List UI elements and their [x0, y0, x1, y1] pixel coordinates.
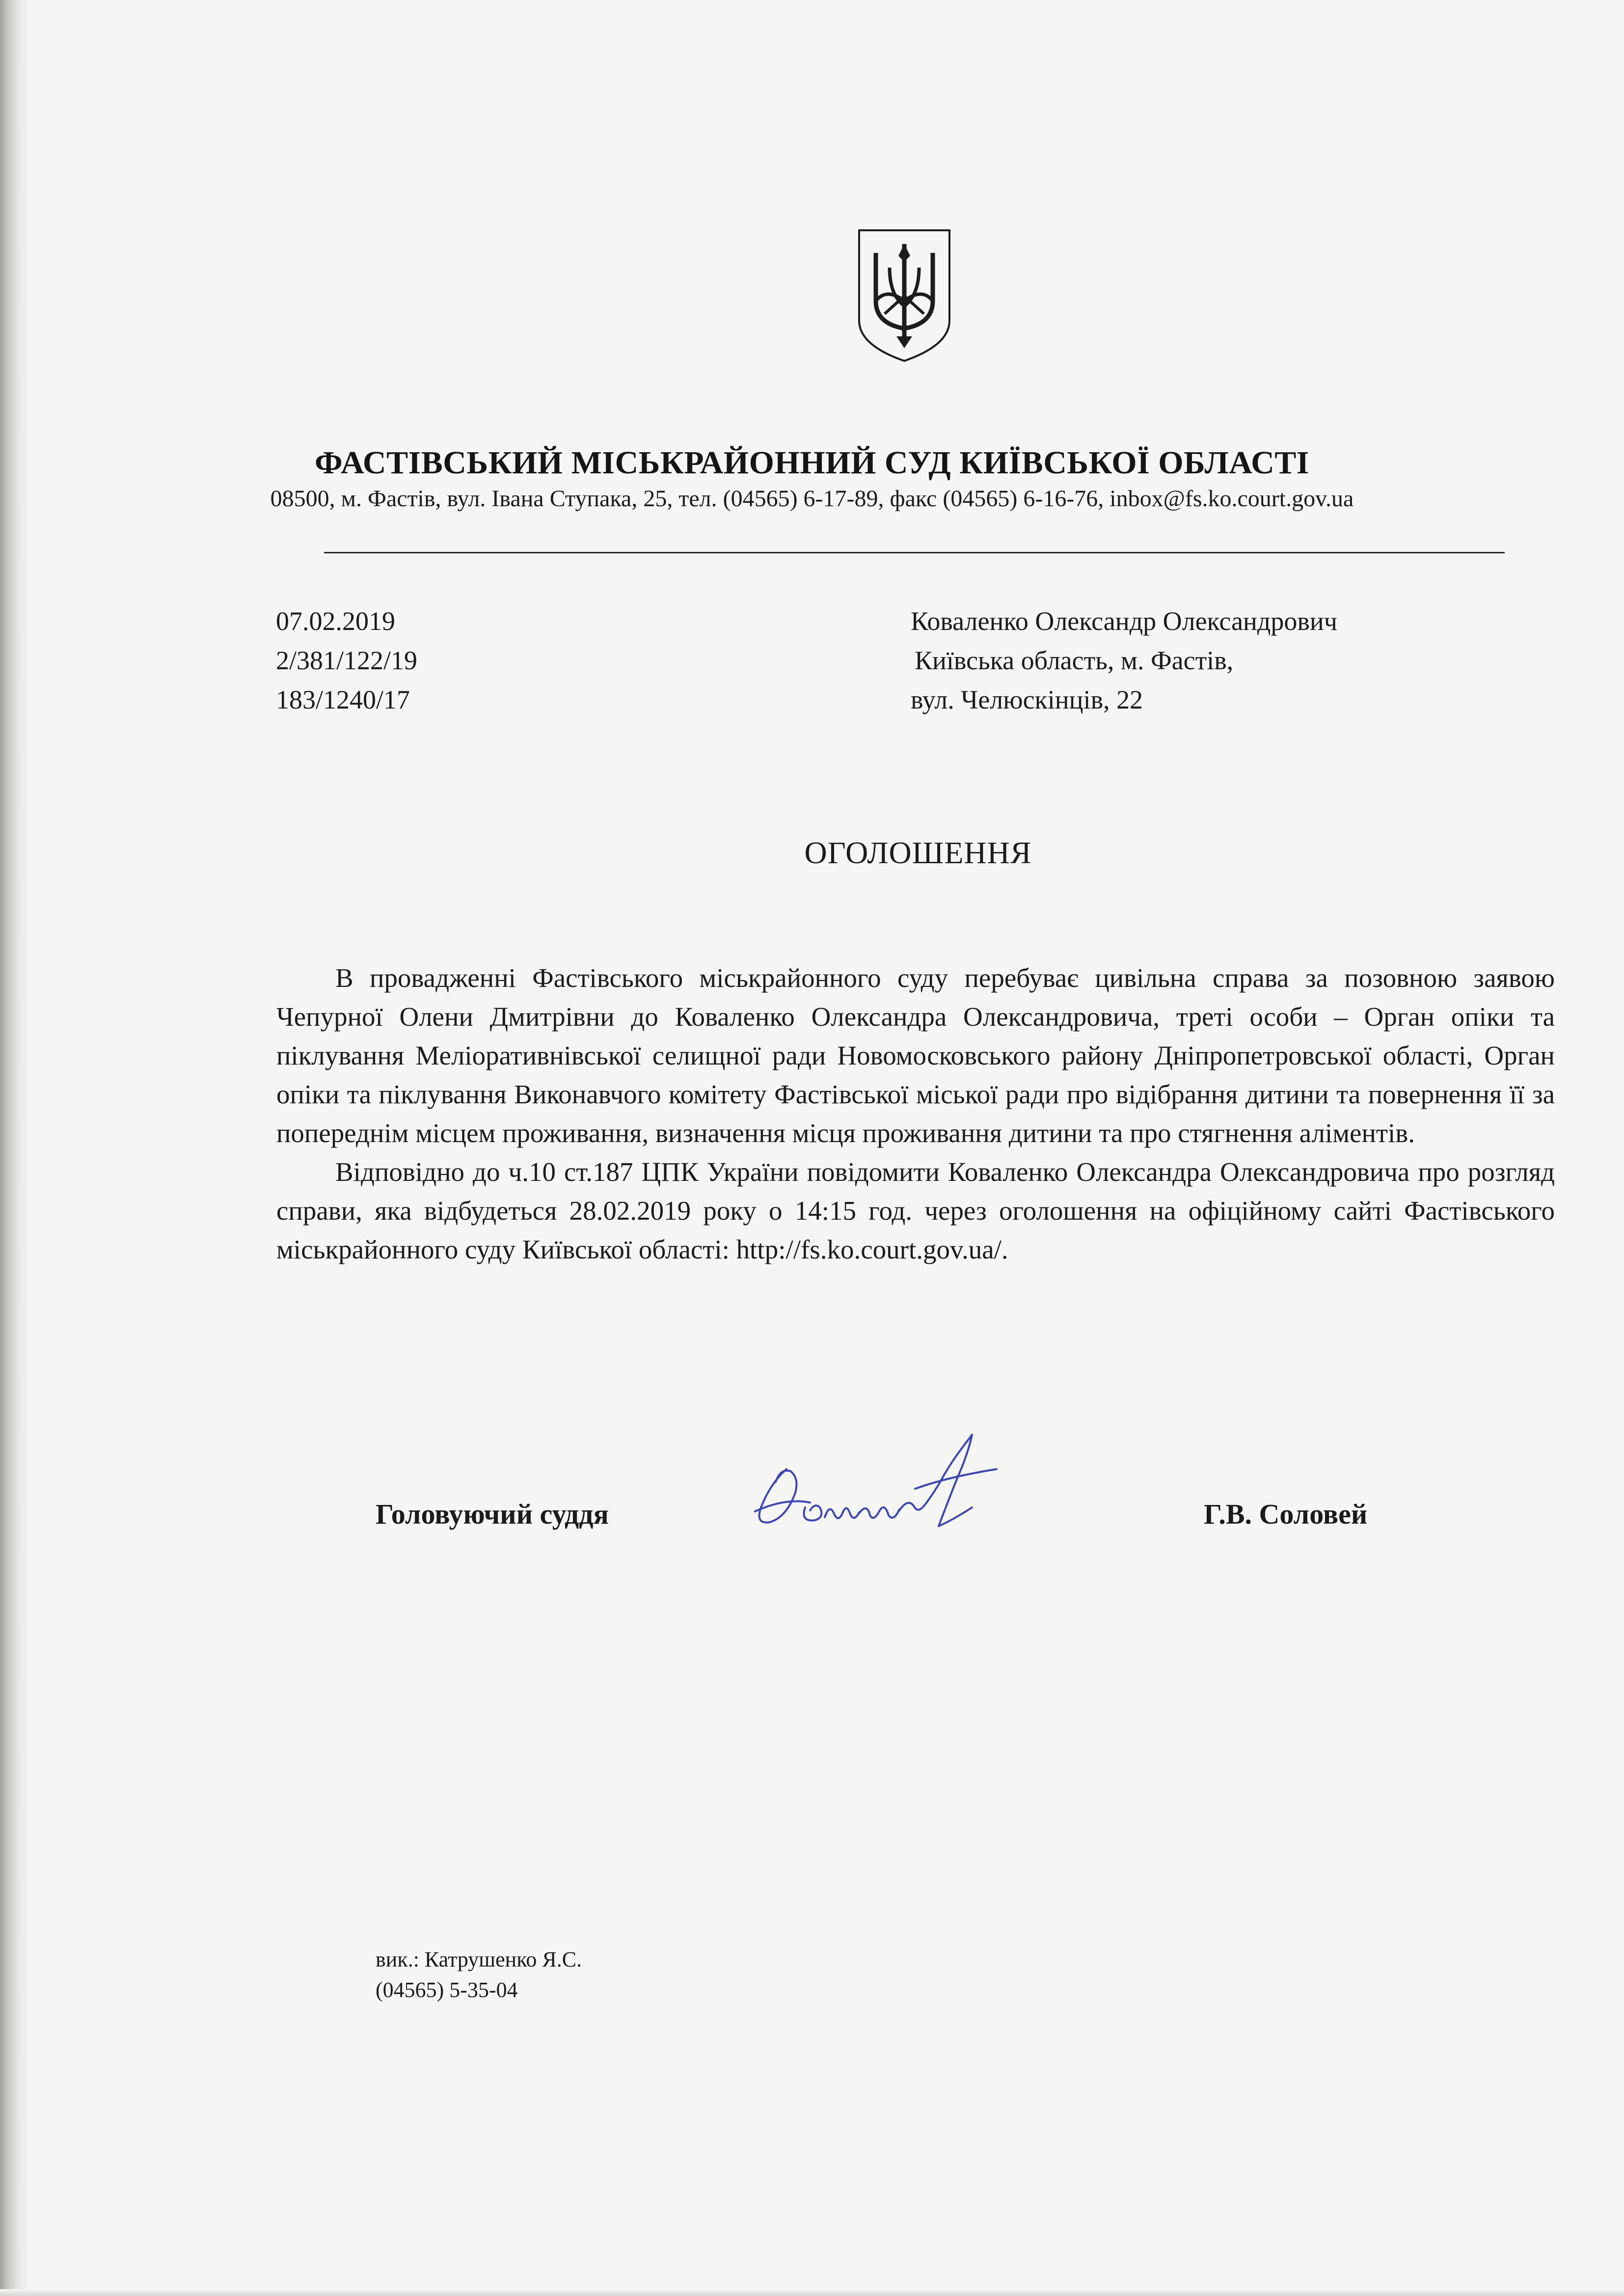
trident-coat-of-arms-icon	[855, 227, 953, 364]
scan-shadow-bottom	[0, 2289, 1624, 2296]
reference-block	[276, 601, 417, 719]
addressee-address-line1: Київська область, м. Фастів,	[915, 646, 1234, 675]
case-number-secondary: 183/1240/17	[276, 685, 410, 714]
handwritten-signature	[741, 1424, 1026, 1537]
judge-name: Г.В. Соловей	[1204, 1498, 1368, 1530]
document-body	[276, 958, 1555, 1269]
scan-shadow-edge	[0, 0, 29, 2296]
body-paragraph-2: Відповідно до ч.10 ст.187 ЦПК України повідомити Коваленко Олександра Олександровича про розгляд справи, яка відбудеться 28.02.2019 року о 14:15 год. через оголошення на офіційному сайті Фастівського міськрайонного суду Київської області: http://fs.ko.court.gov.ua/.	[276, 1157, 1555, 1264]
executor-label: вик.: Катрушенко Я.С.	[376, 1947, 582, 1971]
executor-block	[376, 1944, 582, 2005]
court-contacts: 08500, м. Фастів, вул. Івана Ступака, 25, тел. (04565) 6-17-89, факс (04565) 6-16-76, inbox@fs.ko.court.gov.ua	[270, 486, 1354, 512]
addressee-block	[911, 601, 1337, 719]
court-name: ФАСТІВСЬКИЙ МІСЬКРАЙОННИЙ СУД КИЇВСЬКОЇ ОБЛАСТІ	[315, 445, 1309, 481]
body-paragraph-1: В провадженні Фастівського міськрайонного суду перебуває цивільна справа за позовною заявою Чепурної Олени Дмитрівни до Коваленко Олександра Олександровича, треті особи – Орган опіки та піклування Меліоративнівської селищної ради Новомосковського району Дніпропетровської області, Орган опіки та піклування Виконавчого комітету Фастівської міської ради про відібрання дитини та повернення її за попереднім місцем проживання, визначення місця проживання дитини та про стягнення аліментів.	[276, 963, 1555, 1148]
case-number: 2/381/122/19	[276, 646, 418, 675]
header-divider	[324, 552, 1505, 553]
addressee-name: Коваленко Олександр Олександрович	[911, 606, 1337, 636]
document-date: 07.02.2019	[276, 606, 395, 636]
document-title: ОГОЛОШЕННЯ	[804, 835, 1032, 870]
executor-phone: (04565) 5-35-04	[376, 1978, 518, 2002]
judge-role: Головуючий суддя	[376, 1498, 609, 1530]
addressee-address-line2: вул. Челюскінців, 22	[911, 685, 1143, 714]
